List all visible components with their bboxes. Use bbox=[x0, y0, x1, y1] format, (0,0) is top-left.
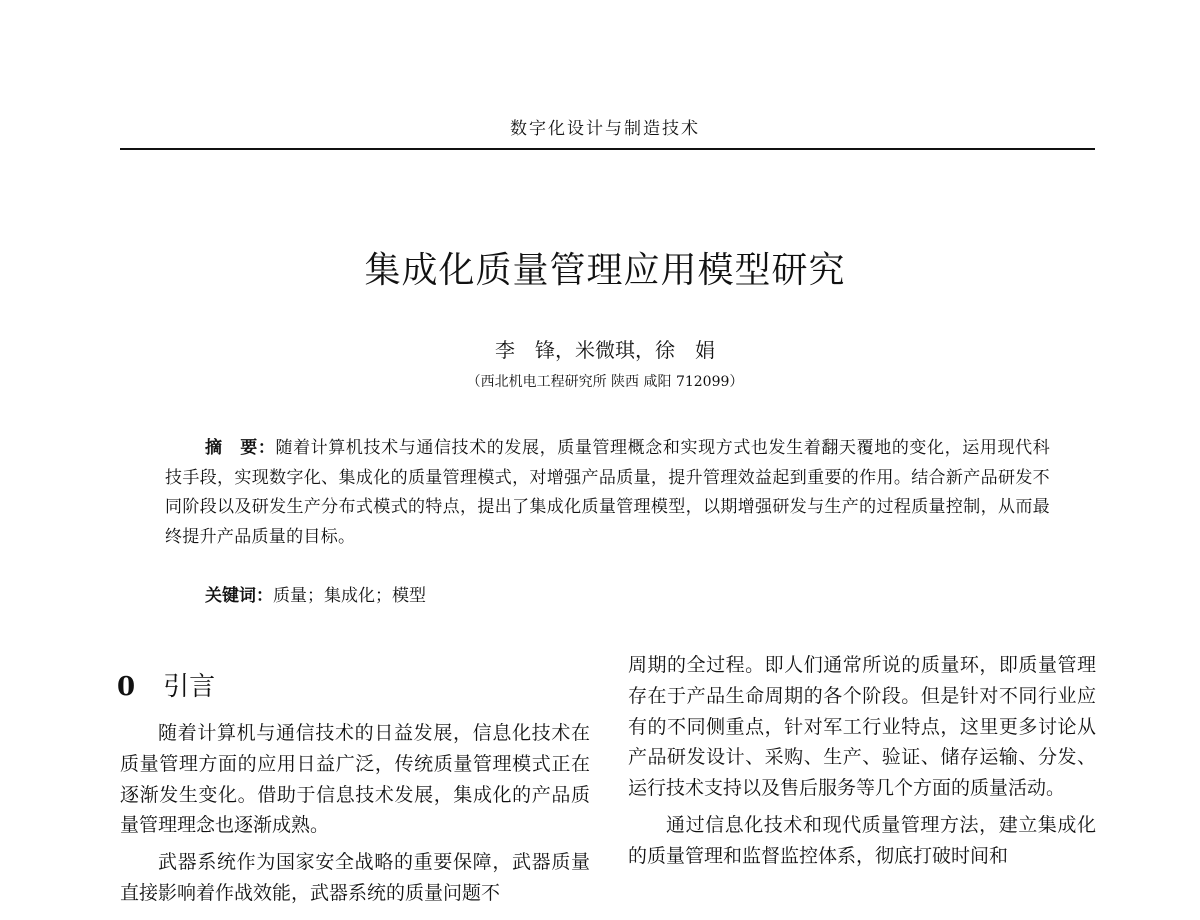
left-paragraph-1: 随着计算机与通信技术的日益发展，信息化技术在质量管理方面的应用日益广泛，传统质量管理模式正在逐渐发生变化。借助于信息技术发展，集成化的产品质量管理理念也逐渐成熟。 bbox=[120, 722, 590, 837]
section-number: 0 bbox=[117, 672, 136, 702]
section-heading bbox=[117, 666, 215, 703]
right-paragraph-1: 周期的全过程。即人们通常所说的质量环，即质量管理存在于产品生命周期的各个阶段。但是针对不同行业应有的不同侧重点，针对军工行业特点，这里更多讨论从产品研发设计、采购、生产、验证、储存运输、分发、运行技术支持以及售后服务等几个方面的质量活动。 bbox=[628, 654, 1096, 800]
right-paragraph-2: 通过信息化技术和现代质量管理方法，建立集成化的质量管理和监督监控体系，彻底打破时间和 bbox=[628, 813, 1096, 867]
section-title: 引言 bbox=[163, 672, 216, 702]
paper-title: 集成化质量管理应用模型研究 bbox=[364, 250, 846, 291]
header-rule bbox=[120, 148, 1095, 150]
keywords-label: 关键词： bbox=[205, 586, 273, 606]
left-paragraph-2: 武器系统作为国家安全战略的重要保障，武器质量直接影响着作战效能，武器系统的质量问题不 bbox=[120, 851, 590, 904]
affiliation: （西北机电工程研究所 陕西 咸阳 712099） bbox=[466, 374, 744, 390]
right-column bbox=[628, 650, 1096, 878]
authors: 李 锋，米微琪，徐 娟 bbox=[495, 338, 715, 362]
abstract-label: 摘 要： bbox=[205, 438, 276, 458]
running-header: 数字化设计与制造技术 bbox=[510, 119, 700, 139]
abstract-text: 随着计算机技术与通信技术的发展，质量管理概念和实现方式也发生着翻天覆地的变化，运用现代科技手段，实现数字化、集成化的质量管理模式，对增强产品质量，提升管理效益起到重要的作用。结合新产品研发不同阶段以及研发生产分布式模式的特点，提出了集成化质量管理模型，以期增强研发与生产的过程质量控制，从而最终提升产品质量的目标。 bbox=[165, 438, 1051, 548]
keywords-text: 质量；集成化；模型 bbox=[273, 586, 426, 606]
abstract bbox=[165, 434, 1050, 553]
keywords bbox=[205, 581, 426, 606]
left-column bbox=[120, 718, 590, 915]
